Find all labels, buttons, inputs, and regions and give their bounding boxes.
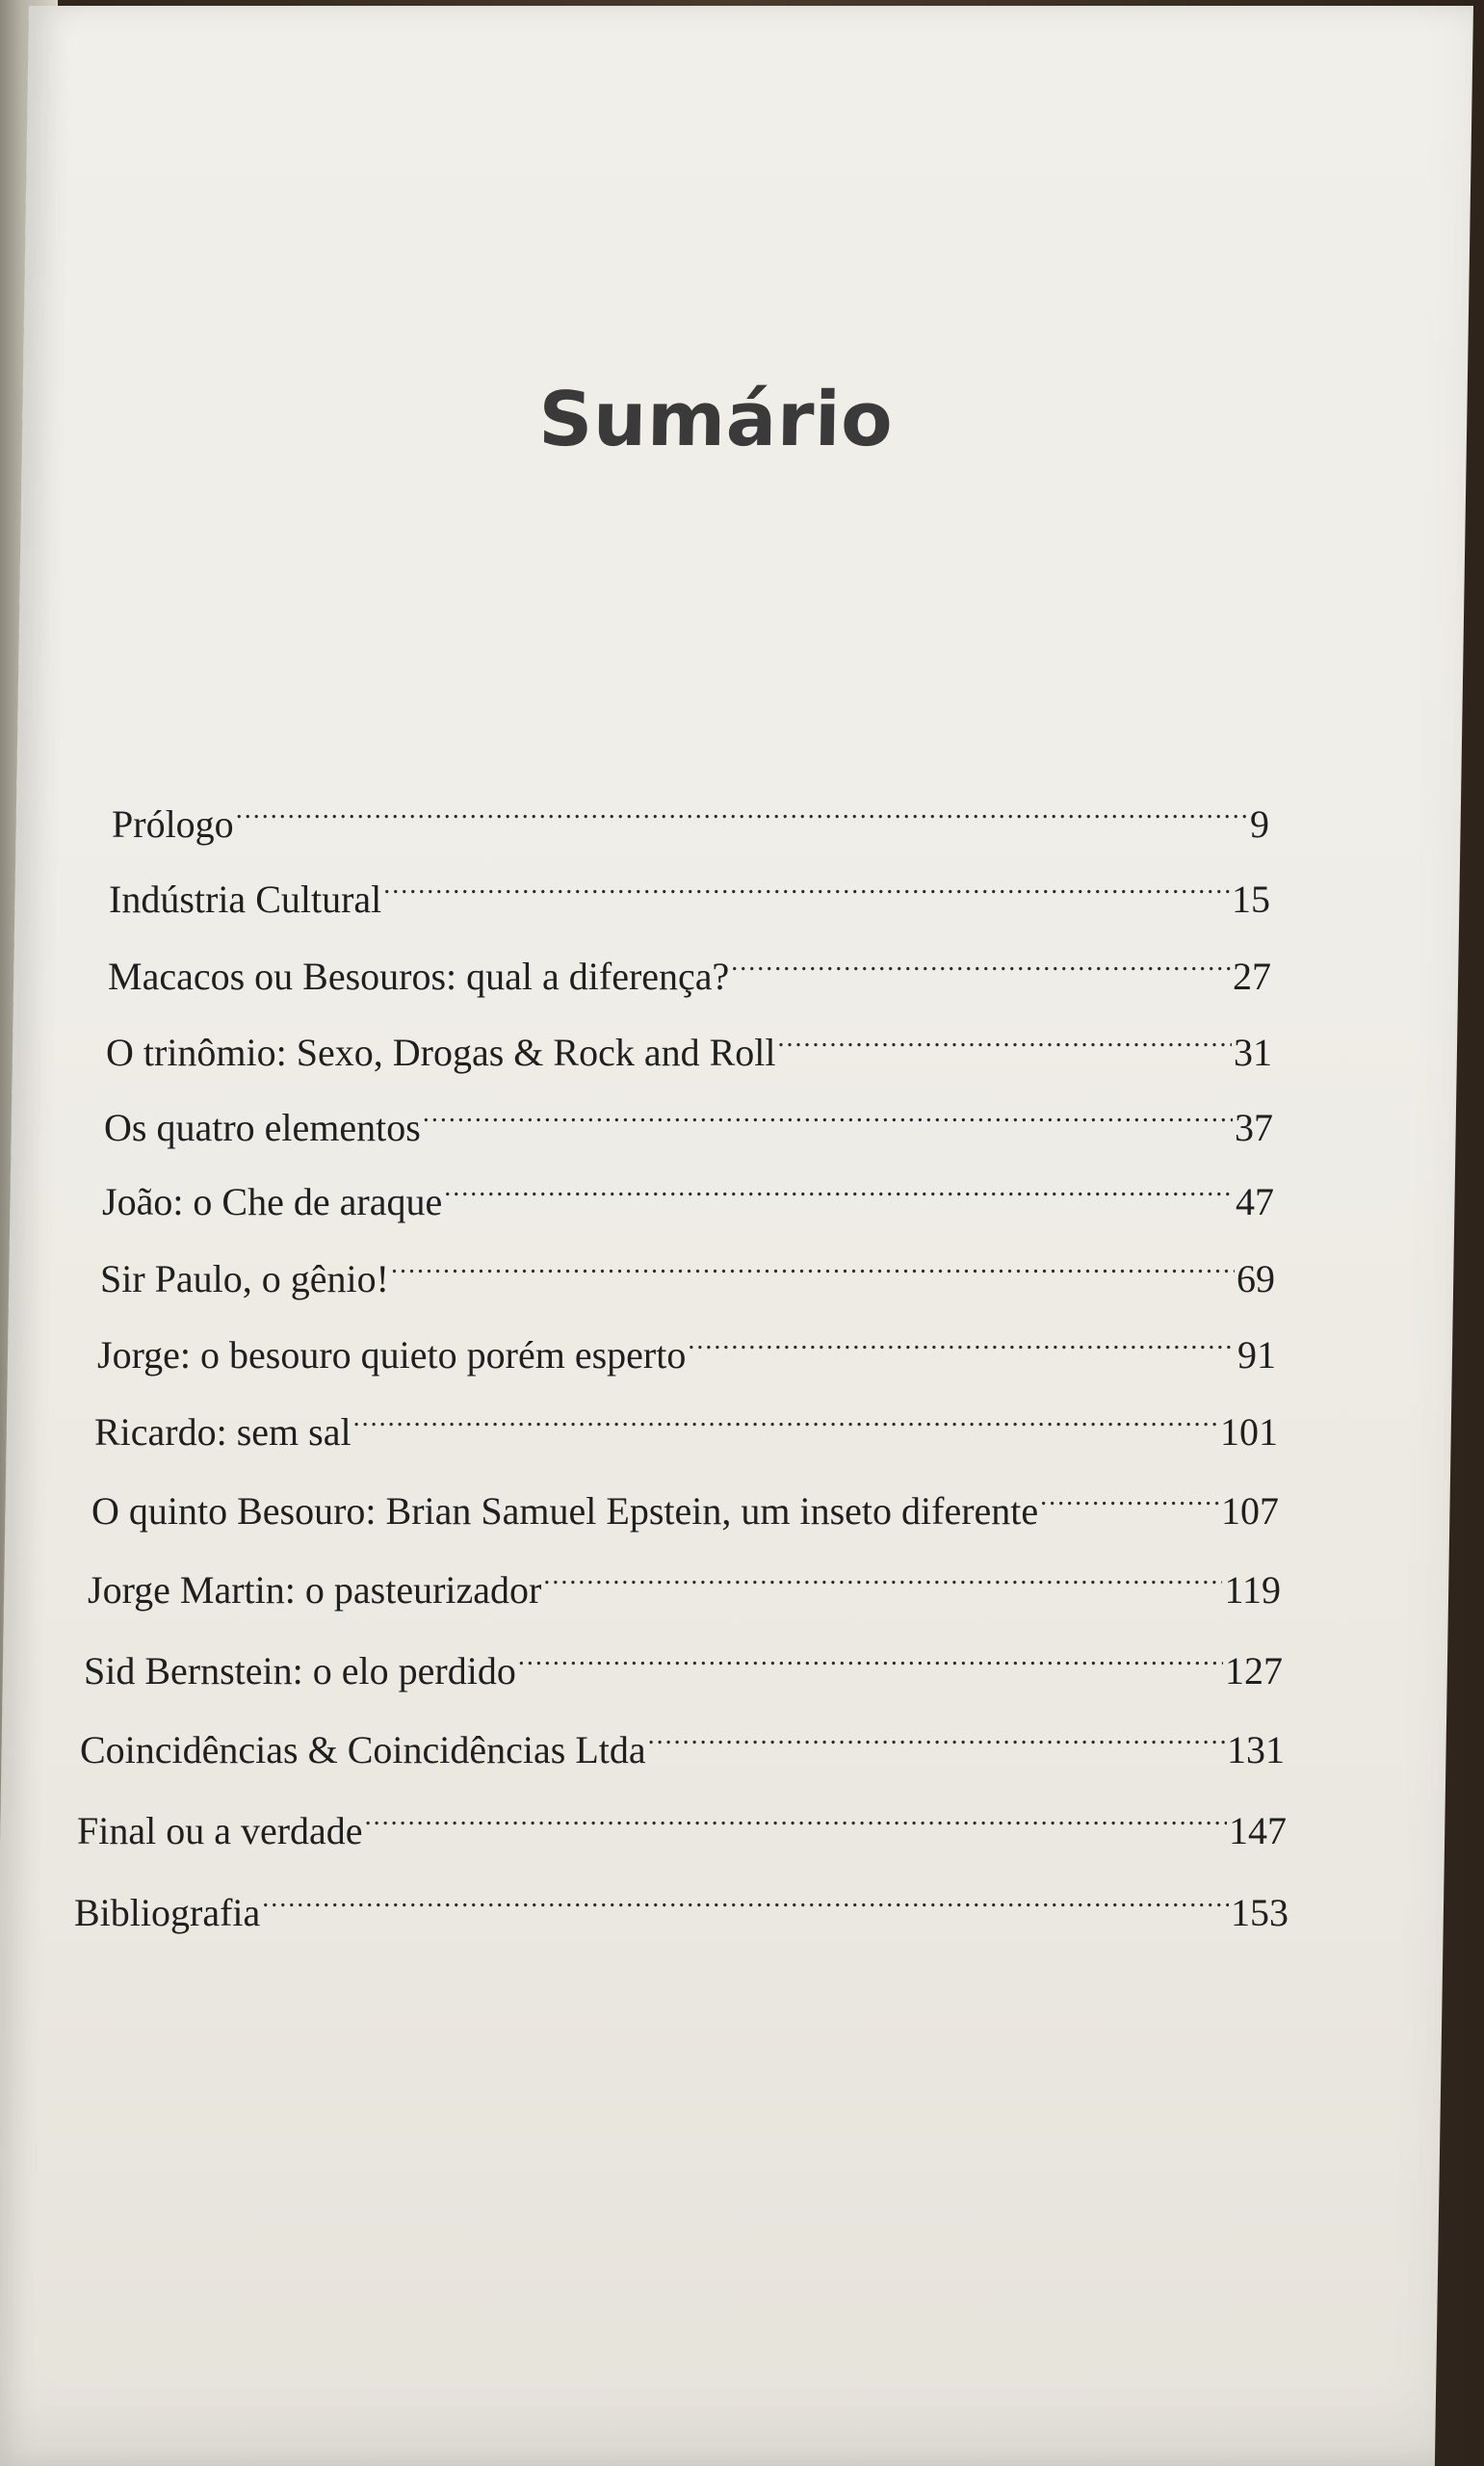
dot-leader xyxy=(423,1089,1233,1141)
dot-leader xyxy=(778,1013,1232,1065)
dot-leader xyxy=(518,1632,1223,1684)
toc-entry xyxy=(109,860,1270,921)
toc-entry-page: 101 xyxy=(1220,1410,1278,1454)
toc-entry-page: 127 xyxy=(1225,1649,1283,1692)
dot-leader xyxy=(1040,1472,1219,1524)
toc-entry-label: O quinto Besouro: Brian Samuel Epstein, um inseto diferente xyxy=(91,1489,1039,1533)
dot-leader xyxy=(353,1393,1218,1445)
toc-entry xyxy=(88,1551,1281,1612)
dot-leader xyxy=(688,1316,1236,1368)
toc-entry-label: João: o Che de araque xyxy=(102,1180,443,1223)
toc-entry xyxy=(104,1089,1273,1149)
toc-entry xyxy=(108,937,1271,998)
toc-entry-label: Jorge Martin: o pasteurizador xyxy=(88,1568,542,1612)
toc-entry-page: 27 xyxy=(1233,955,1271,998)
toc-entry xyxy=(100,1240,1275,1300)
dot-leader xyxy=(365,1792,1227,1844)
toc-entry xyxy=(106,1013,1272,1074)
toc-entry-page: 15 xyxy=(1232,878,1270,921)
dot-leader xyxy=(262,1874,1229,1926)
dot-leader xyxy=(731,937,1231,989)
dot-leader xyxy=(543,1551,1222,1603)
toc-entry xyxy=(80,1711,1285,1771)
page-title: Sumário xyxy=(537,377,894,463)
toc-entry-page: 91 xyxy=(1237,1333,1276,1377)
toc-entry-page: 9 xyxy=(1250,802,1269,846)
toc-entry xyxy=(77,1792,1287,1852)
dot-leader xyxy=(236,785,1248,837)
toc-entry xyxy=(112,785,1269,846)
toc-entry-label: Os quatro elementos xyxy=(104,1106,421,1149)
dot-leader xyxy=(383,860,1230,912)
toc-entry-page: 47 xyxy=(1236,1180,1274,1223)
toc-entry-label: Indústria Cultural xyxy=(109,878,382,921)
toc-entry-page: 107 xyxy=(1221,1489,1279,1533)
toc-entry-page: 153 xyxy=(1231,1891,1289,1934)
toc-entry-label: O trinômio: Sexo, Drogas & Rock and Roll xyxy=(106,1031,776,1074)
toc-entry-page: 37 xyxy=(1235,1106,1273,1149)
toc-entry-page: 131 xyxy=(1227,1728,1285,1771)
toc-entry-label: Sir Paulo, o gênio! xyxy=(100,1257,389,1300)
toc-entry-label: Coincidências & Coincidências Ltda xyxy=(80,1728,646,1771)
toc-entry-label: Bibliografia xyxy=(74,1891,261,1934)
toc-entry-label: Final ou a verdade xyxy=(77,1809,363,1852)
toc-entry-label: Macacos ou Besouros: qual a diferença? xyxy=(108,955,730,998)
toc-entry xyxy=(84,1632,1283,1692)
toc-entry-page: 119 xyxy=(1224,1568,1281,1612)
dot-leader xyxy=(648,1711,1225,1763)
toc-entry-label: Jorge: o besouro quieto porém esperto xyxy=(97,1333,687,1377)
toc-entry-page: 69 xyxy=(1237,1257,1275,1300)
toc-entry-label: Prólogo xyxy=(112,802,234,846)
toc-entry xyxy=(74,1874,1289,1934)
toc-entry xyxy=(91,1472,1279,1533)
dot-leader xyxy=(444,1163,1234,1215)
toc-entry xyxy=(97,1316,1276,1377)
dot-leader xyxy=(391,1240,1235,1292)
toc-entry xyxy=(102,1163,1274,1223)
toc-entry xyxy=(94,1393,1278,1454)
toc-entry-label: Ricardo: sem sal xyxy=(94,1410,351,1454)
toc-entry-page: 147 xyxy=(1229,1809,1287,1852)
toc-entry-label: Sid Bernstein: o elo perdido xyxy=(84,1649,516,1692)
toc-entry-page: 31 xyxy=(1234,1031,1272,1074)
